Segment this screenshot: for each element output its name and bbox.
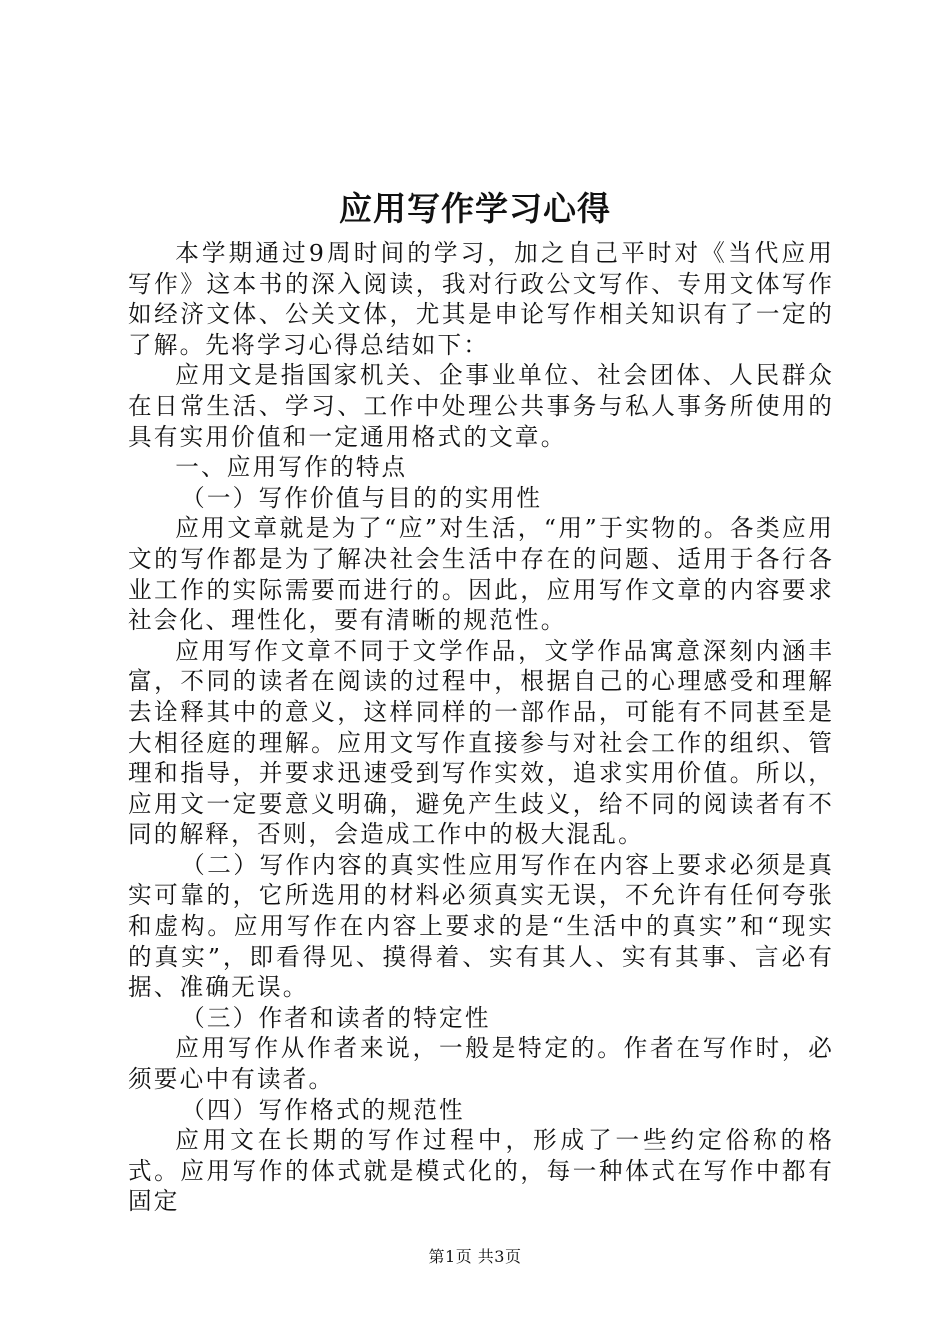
paragraph: 本学期通过9周时间的学习，加之自己平时对《当代应用写作》这本书的深入阅读，我对行政公文写作、专用文体写作如经济文体、公关文体，尤其是申论写作相关知识有了一定的了解。先将学习心得总结如下： bbox=[128, 239, 834, 359]
document-body bbox=[128, 238, 834, 1217]
paragraph: 应用文是指国家机关、企事业单位、社会团体、人民群众在日常生活、学习、工作中处理公共事务与私人事务所使用的具有实用价值和一定通用格式的文章。 bbox=[128, 361, 834, 451]
paragraph: 应用文在长期的写作过程中，形成了一些约定俗称的格式。应用写作的体式就是模式化的，每一种体式在写作中都有固定 bbox=[128, 1126, 834, 1216]
subsection-heading: （四）写作格式的规范性 bbox=[181, 1095, 465, 1124]
document-title: 应用写作学习心得 bbox=[339, 189, 611, 228]
paragraph: 应用文章就是为了“应”对生活，“用”于实物的。各类应用文的写作都是为了解决社会生活中存在的问题、适用于各行各业工作的实际需要而进行的。因此，应用写作文章的内容要求社会化、理性化，要有清晰的规范性。 bbox=[128, 514, 834, 635]
page-number-footer: 第1页 共3页 bbox=[428, 1247, 522, 1266]
paragraph: 应用写作从作者来说，一般是特定的。作者在写作时，必须要心中有读者。 bbox=[128, 1034, 834, 1094]
subsection-heading: （三）作者和读者的特定性 bbox=[181, 1003, 491, 1032]
subsection-heading: （一）写作价值与目的的实用性 bbox=[181, 483, 543, 512]
paragraph: 应用写作文章不同于文学作品，文学作品寓意深刻内涵丰富，不同的读者在阅读的过程中，根据自己的心理感受和理解去诠释其中的意义，这样同样的一部作品，可能有不同甚至是大相径庭的理解。应用文写作直接参与对社会工作的组织、管理和指导，并要求迅速受到写作实效，追求实用价值。所以，应用文一定要意义明确，避免产生歧义，给不同的阅读者有不同的解释，否则，会造成工作中的极大混乱。 bbox=[128, 636, 834, 849]
subsection-paragraph: （二）写作内容的真实性应用写作在内容上要求必须是真实可靠的，它所选用的材料必须真实无误，不允许有任何夸张和虚构。应用写作在内容上要求的是“生活中的真实”和“现实的真实”，即看得见、摸得着、实有其人、实有其事、言必有据、准确无误。 bbox=[128, 850, 834, 1002]
section-heading: 一、应用写作的特点 bbox=[175, 453, 408, 482]
